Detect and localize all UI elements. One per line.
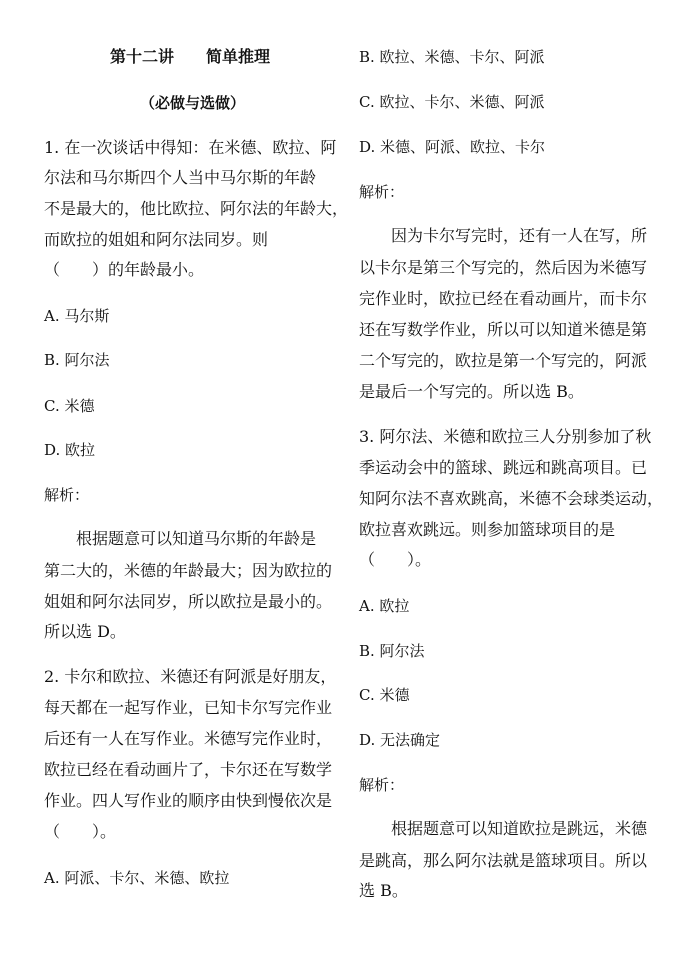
- question-3-analysis-line: 根据题意可以知道欧拉是跳远，米德: [391, 819, 648, 838]
- question-1-line: 不是最大的，他比欧拉、阿尔法的年龄大，: [44, 199, 349, 218]
- question-3-analysis-line: 选 B。: [359, 881, 408, 900]
- question-3-option-a: A. 欧拉: [359, 597, 410, 615]
- question-2-line: 后还有一人在写作业。米德写完作业时，: [44, 729, 333, 748]
- question-3-analysis-label: 解析：: [359, 776, 405, 794]
- page-subtitle: （必做与选做）: [140, 94, 246, 112]
- question-1-option-a: A. 马尔斯: [44, 307, 110, 325]
- question-3-analysis-line: 是跳高，那么阿尔法就是篮球项目。所以: [359, 851, 648, 870]
- question-3-option-c: C. 米德: [359, 686, 410, 704]
- question-2-option-c: C. 欧拉、卡尔、米德、阿派: [359, 93, 545, 111]
- question-2-line: 每天都在一起写作业，已知卡尔写完作业: [44, 698, 333, 717]
- question-3-line: 季运动会中的篮球、跳远和跳高项目。已: [359, 458, 648, 477]
- question-1-option-d: D. 欧拉: [44, 441, 96, 459]
- question-1-line: 而欧拉的姐姐和阿尔法同岁。则: [44, 230, 269, 249]
- question-1-line: （ ）的年龄最小。: [44, 260, 205, 279]
- question-2-analysis-label: 解析：: [359, 183, 405, 201]
- question-1-analysis-line: 第二大的，米德的年龄最大；因为欧拉的: [44, 561, 333, 580]
- question-3-option-b: B. 阿尔法: [359, 642, 425, 660]
- question-1-option-c: C. 米德: [44, 397, 95, 415]
- question-1-analysis-line: 所以选 D。: [44, 622, 126, 641]
- question-1-line: 尔法和马尔斯四个人当中马尔斯的年龄: [44, 168, 317, 187]
- question-1-analysis-line: 姐姐和阿尔法同岁，所以欧拉是最小的。: [44, 592, 333, 611]
- question-2-option-a: A. 阿派、卡尔、米德、欧拉: [44, 869, 230, 887]
- question-3-line: 欧拉喜欢跳远。则参加篮球项目的是: [359, 520, 616, 539]
- question-2-line: 欧拉已经在看动画片了，卡尔还在写数学: [44, 760, 333, 779]
- question-1-analysis-line: 根据题意可以知道马尔斯的年龄是: [76, 529, 317, 548]
- question-3-line: 3. 阿尔法、米德和欧拉三人分别参加了秋: [359, 427, 652, 446]
- question-2-line: （ ）。: [44, 822, 117, 841]
- question-1-option-b: B. 阿尔法: [44, 351, 110, 369]
- question-2-analysis-line: 二个写完的，欧拉是第一个写完的，阿派: [359, 351, 648, 370]
- page-title: 第十二讲 简单推理: [110, 47, 271, 66]
- question-1-line: 1. 在一次谈话中得知：在米德、欧拉、阿: [44, 138, 337, 157]
- question-1-analysis-label: 解析：: [44, 486, 90, 504]
- question-2-analysis-line: 完作业时，欧拉已经在看动画片，而卡尔: [359, 289, 648, 308]
- question-2-analysis-line: 还在写数学作业，所以可以知道米德是第: [359, 320, 648, 339]
- question-2-analysis-line: 因为卡尔写完时，还有一人在写，所: [391, 226, 648, 245]
- question-2-analysis-line: 是最后一个写完的。所以选 B。: [359, 382, 584, 401]
- question-2-option-b: B. 欧拉、米德、卡尔、阿派: [359, 48, 545, 66]
- question-3-line: 知阿尔法不喜欢跳高，米德不会球类运动，: [359, 489, 664, 508]
- question-3-line: （ ）。: [359, 550, 432, 569]
- question-2-analysis-line: 以卡尔是第三个写完的，然后因为米德写: [359, 258, 648, 277]
- question-2-option-d: D. 米德、阿派、欧拉、卡尔: [359, 138, 546, 156]
- question-3-option-d: D. 无法确定: [359, 731, 441, 749]
- question-2-line: 作业。四人写作业的顺序由快到慢依次是: [44, 791, 333, 810]
- question-2-line: 2. 卡尔和欧拉、米德还有阿派是好朋友，: [44, 667, 337, 686]
